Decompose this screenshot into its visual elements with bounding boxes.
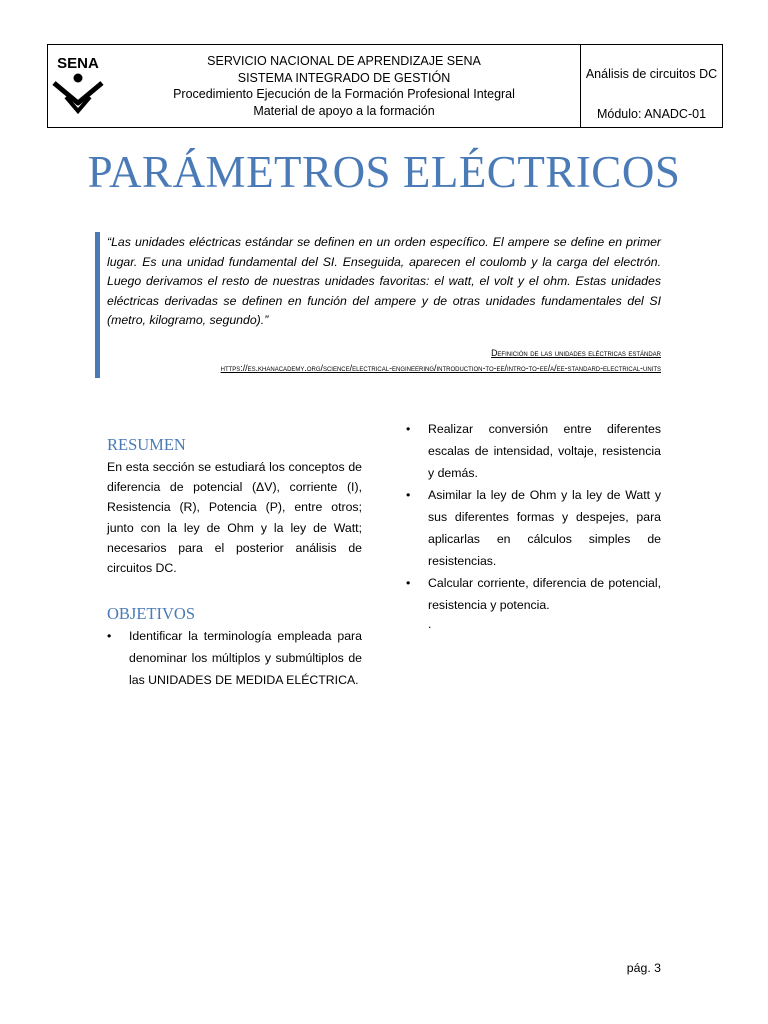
resumen-body: En esta sección se estudiará los conceptos de diferencia de potencial (ΔV), corriente (I), Resistencia (R), Potencia (P), entre otros; junto con la ley de Ohm y la ley de Watt; necesarios para el posterior análisis de circuitos DC. (107, 460, 362, 576)
header-right-cell (581, 45, 722, 127)
trailing-dot: . (428, 617, 432, 631)
resumen-heading: RESUMEN (107, 435, 186, 454)
quote-source-title[interactable]: Definición de las unidades eléctricas estándar (491, 348, 661, 358)
bullet-icon: • (406, 422, 411, 436)
module-code: Módulo: ANADC-01 (596, 107, 707, 121)
header-line-institution: SERVICIO NACIONAL DE APRENDIZAJE SENA (207, 54, 481, 68)
page-number: pág. 3 (626, 961, 661, 975)
logo-wordmark: SENA (57, 55, 99, 72)
header-lines (108, 53, 580, 119)
bullet-icon: • (406, 488, 411, 502)
header-line-material: Material de apoyo a la formación (253, 103, 435, 118)
sena-logo (50, 51, 106, 115)
list-item (406, 418, 661, 484)
document-header (47, 44, 723, 128)
list-item (406, 484, 661, 572)
quote-source-url[interactable]: https://es.khanacademy.org/science/electrical-engineering/introduction-to-ee/intro-to-ee/a/ee-standard-electrical-units (220, 363, 661, 373)
list-item (406, 572, 661, 616)
bullet-icon: • (406, 576, 411, 590)
header-left-cell (48, 45, 581, 127)
quote-text: “Las unidades eléctricas estándar se definen en un orden específico. El ampere se define en primer lugar. Es una unidad fundamental del SI. Enseguida, aparecen el coulomb y la carga del electrón. Luego derivamos el resto de nuestras unidades favoritas: el watt, el volt y el ohm. Estas unidades eléctricas derivadas se definen en función del ampere y de otras unidades fundamentales del SI (metro, kilogramo, segundo).” (107, 235, 661, 328)
header-line-procedure: Procedimiento Ejecución de la Formación Profesional Integral (173, 87, 515, 101)
page-title: PARÁMETROS ELÉCTRICOS (87, 147, 681, 197)
list-item-text: Asimilar la ley de Ohm y la ley de Watt y sus diferentes formas y despejes, para aplicarlas en cálculos simples de resistencias. (428, 488, 661, 568)
list-item-text: Realizar conversión entre diferentes escalas de intensidad, voltaje, resistencia y demás. (428, 422, 661, 480)
quote-accent-bar (95, 232, 100, 378)
course-name: Análisis de circuitos DC (585, 67, 718, 81)
list-item (107, 625, 362, 691)
objetivos-heading: OBJETIVOS (107, 604, 196, 623)
list-item-text: Identificar la terminología empleada para denominar los múltiplos y submúltiplos de las UNIDADES DE MEDIDA ELÉCTRICA. (129, 629, 362, 687)
quote-source (221, 346, 661, 376)
bullet-icon: • (107, 629, 112, 643)
header-line-system: SISTEMA INTEGRADO DE GESTIÓN (237, 70, 451, 85)
objetivos-list (107, 625, 362, 691)
objetivos-list-continued (406, 418, 661, 616)
list-item-text: Calcular corriente, diferencia de potencial, resistencia y potencia. (428, 576, 661, 612)
